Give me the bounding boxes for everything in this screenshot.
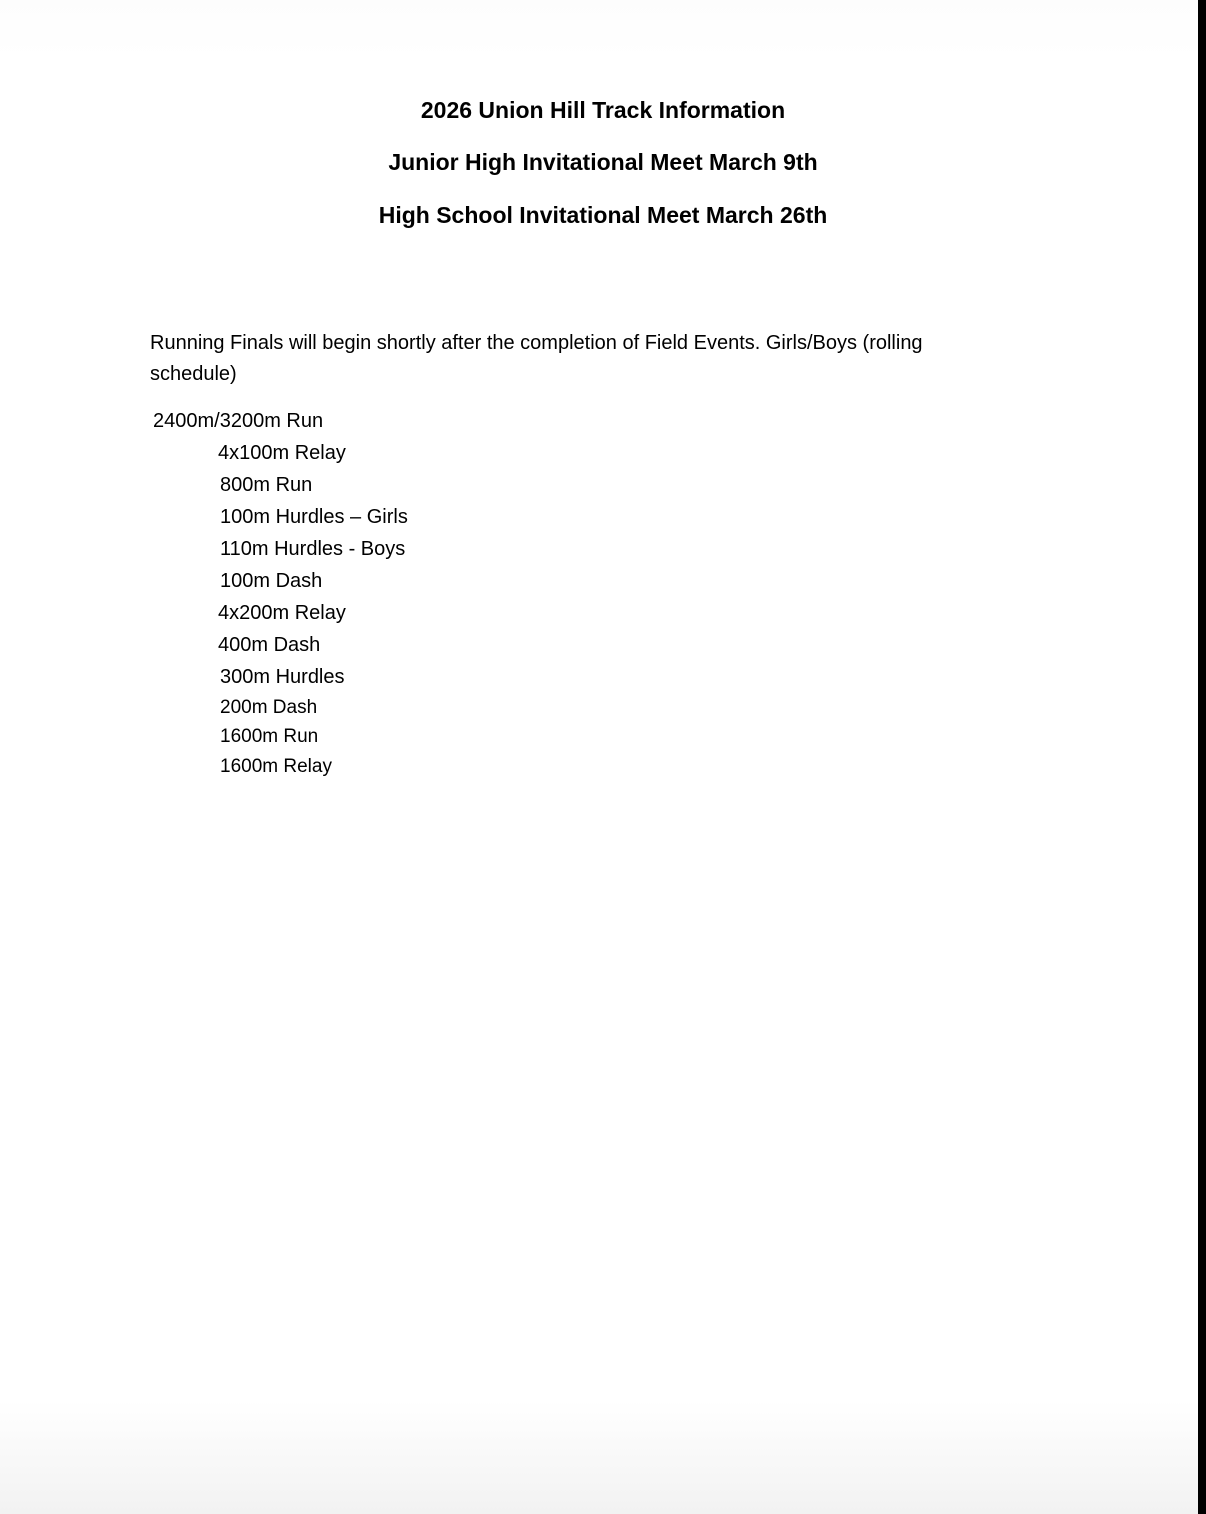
- event-item: 400m Dash: [218, 634, 321, 656]
- event-item: 100m Hurdles – Girls: [220, 506, 408, 528]
- high-school-meet-heading: High School Invitational Meet March 26th: [378, 202, 828, 228]
- event-item: 4x100m Relay: [218, 442, 346, 464]
- event-item: 1600m Relay: [220, 756, 332, 777]
- junior-high-meet-heading: Junior High Invitational Meet March 9th: [388, 149, 818, 175]
- event-item: 4x200m Relay: [218, 602, 346, 624]
- event-item: 100m Dash: [220, 570, 323, 592]
- running-finals-intro: Running Finals will begin shortly after the completion of Field Events. Girls/Boys (rolling schedule): [150, 332, 923, 385]
- event-item: 110m Hurdles - Boys: [220, 538, 406, 560]
- event-item: 1600m Run: [220, 726, 319, 747]
- event-item: 200m Dash: [220, 697, 318, 718]
- document-title: 2026 Union Hill Track Information: [420, 97, 786, 123]
- event-item: 2400m/3200m Run: [153, 410, 324, 432]
- event-item: 800m Run: [220, 474, 313, 496]
- event-item: 300m Hurdles: [220, 666, 345, 688]
